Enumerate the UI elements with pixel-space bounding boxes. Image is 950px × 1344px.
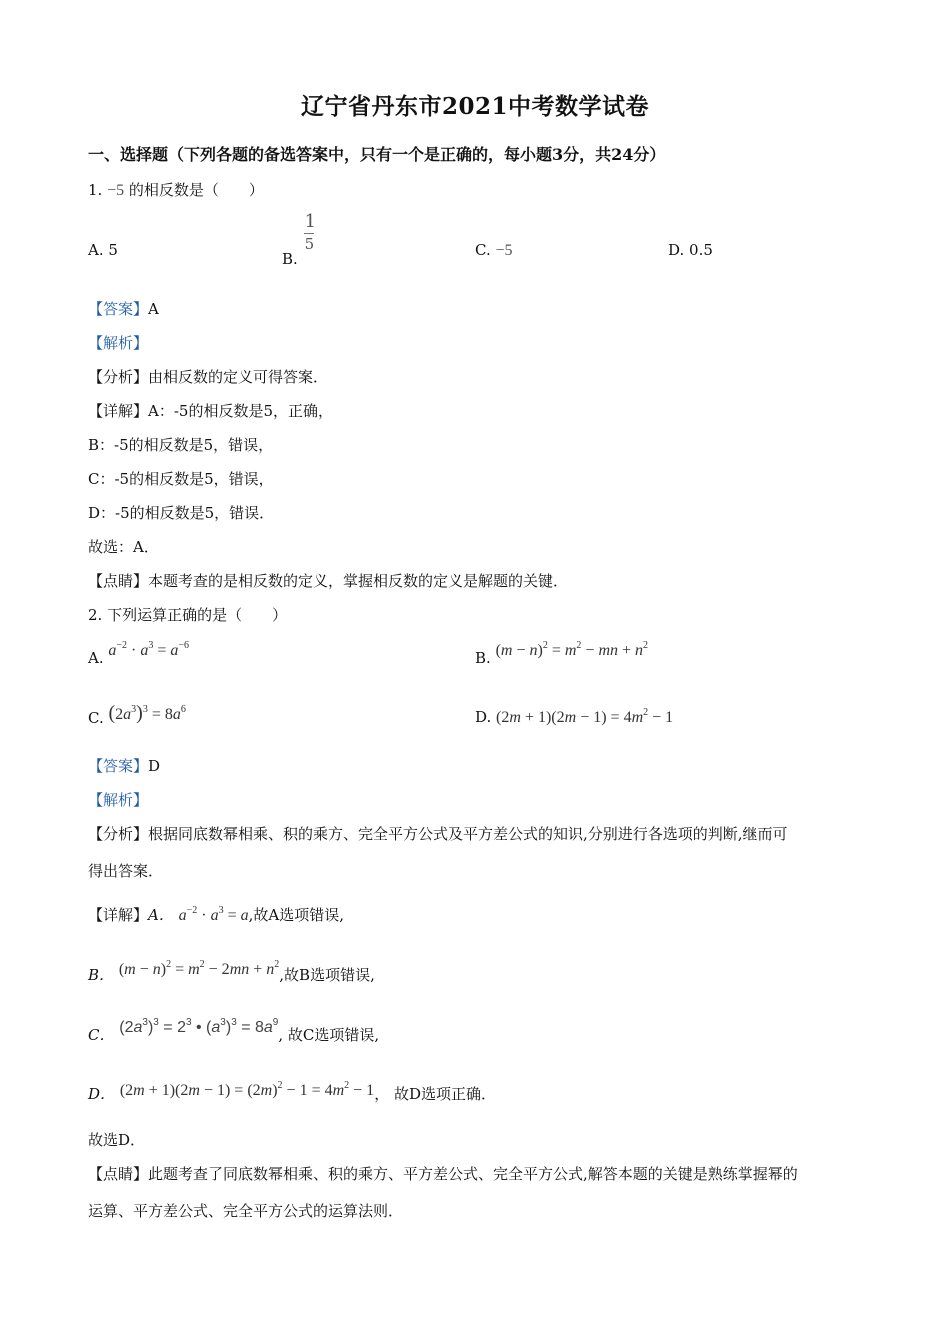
q1-comment: 【点睛】本题考查的是相反数的定义，掌握相反数的定义是解题的关键． <box>88 572 569 590</box>
q2-conclude: 故选D． <box>88 1131 146 1149</box>
q1-answer: 【答案】A <box>88 300 159 318</box>
section-heading: 一、选择题（下列各题的备选答案中，只有一个是正确的，每小题3分，共24分） <box>88 145 666 164</box>
q2-detail-a: 【详解】A． $a^{-2} \cdot a^3 = a$,故A选项错误, <box>88 905 345 924</box>
q2-analysis-tag: 【解析】 <box>88 791 149 809</box>
q2-option-c: C. $(2a^3)^3 = 8a^6$ <box>88 702 186 727</box>
q1-stem: 1. −5 的相反数是（ ） <box>88 181 264 199</box>
q1-option-d: D. 0.5 <box>668 241 713 259</box>
q1-option-b: B. $\frac{1}{5}$ <box>282 211 317 268</box>
q2-option-c-formula: $(2a^3)^3 = 8a^6$ <box>108 702 186 724</box>
q2-option-a: A. $a^{-2} \cdot a^3 = a^{-6}$ <box>88 640 190 667</box>
q2-option-d: D. $(2m + 1)(2m - 1) = 4m^2 - 1$ <box>475 707 674 726</box>
q2-detail-c-formula: $(2a^3)^3 = 2^3$ • $(a^3)^3 = 8a^9$ <box>119 1017 279 1036</box>
q2-detail-a-formula: $a^{-2} \cdot a^3 = a$ <box>178 905 249 924</box>
q1-conclude: 故选：A． <box>88 538 159 556</box>
q1-analysis-tag: 【解析】 <box>88 334 149 352</box>
q2-detail-b-formula: $(m - n)^2 = m^2 - 2mn + n^2$ <box>118 959 280 978</box>
q1-detail-a: 【详解】A：-5的相反数是5，正确， <box>88 402 333 420</box>
q1-detail-b: B：-5的相反数是5，错误， <box>88 436 274 454</box>
q1-detail-c: C：-5的相反数是5，错误， <box>88 470 274 488</box>
q1-fenxi: 【分析】由相反数的定义可得答案． <box>88 368 329 386</box>
q2-option-b: B. $(m - n)^2 = m^2$ − mn + $n^2$ <box>475 640 649 667</box>
q2-fenxi-line2: 得出答案． <box>88 862 164 880</box>
q2-fenxi-line1: 【分析】根据同底数幂相乘、积的乘方、完全平方公式及平方差公式的知识,分别进行各选项的判断,继而可 <box>88 825 788 843</box>
page-title: 辽宁省丹东市2021中考数学试卷 <box>300 93 649 120</box>
q2-option-a-formula: $a^{-2} \cdot a^3 = a^{-6}$ <box>108 640 190 659</box>
q2-comment-line2: 运算、平方差公式、完全平方公式的运算法则． <box>88 1202 404 1220</box>
q1-stem-math: −5 <box>107 182 125 199</box>
q2-comment-line1: 【点睛】此题考查了同底数幂相乘、积的乘方、平方差公式、完全平方公式,解答本题的关键是熟练掌握幂的 <box>88 1165 798 1183</box>
q2-detail-c: C． $(2a^3)^3 = 2^3$ • $(a^3)^3 = 8a^9$, 故C选项错误, <box>88 1017 380 1044</box>
q2-detail-b: B． $(m - n)^2 = m^2 - 2mn + n^2$,故B选项错误, <box>88 959 375 984</box>
q2-option-d-formula: $(2m + 1)(2m - 1) = 4m^2 - 1$ <box>496 707 674 726</box>
q1-detail-d: D：-5的相反数是5，错误． <box>88 504 275 522</box>
q2-option-b-formula: $(m - n)^2 = m^2$ − mn + $n^2$ <box>495 640 649 659</box>
q2-detail-d-formula: $(2m + 1)(2m - 1) = (2m)^2 - 1 = 4m^2 - 1$ <box>119 1080 375 1099</box>
q1-option-c: C. −5 <box>475 241 513 259</box>
q1-option-b-fraction: $\frac{1}{5}$ <box>304 211 317 253</box>
q2-stem: 2. 下列运算正确的是（ ） <box>88 606 288 624</box>
q1-option-a: A. 5 <box>88 241 118 259</box>
q2-detail-d: D． $(2m + 1)(2m - 1) = (2m)^2 - 1 = 4m^2 - 1$， 故D选项正确． <box>88 1080 496 1103</box>
q2-answer: 【答案】D <box>88 757 161 775</box>
